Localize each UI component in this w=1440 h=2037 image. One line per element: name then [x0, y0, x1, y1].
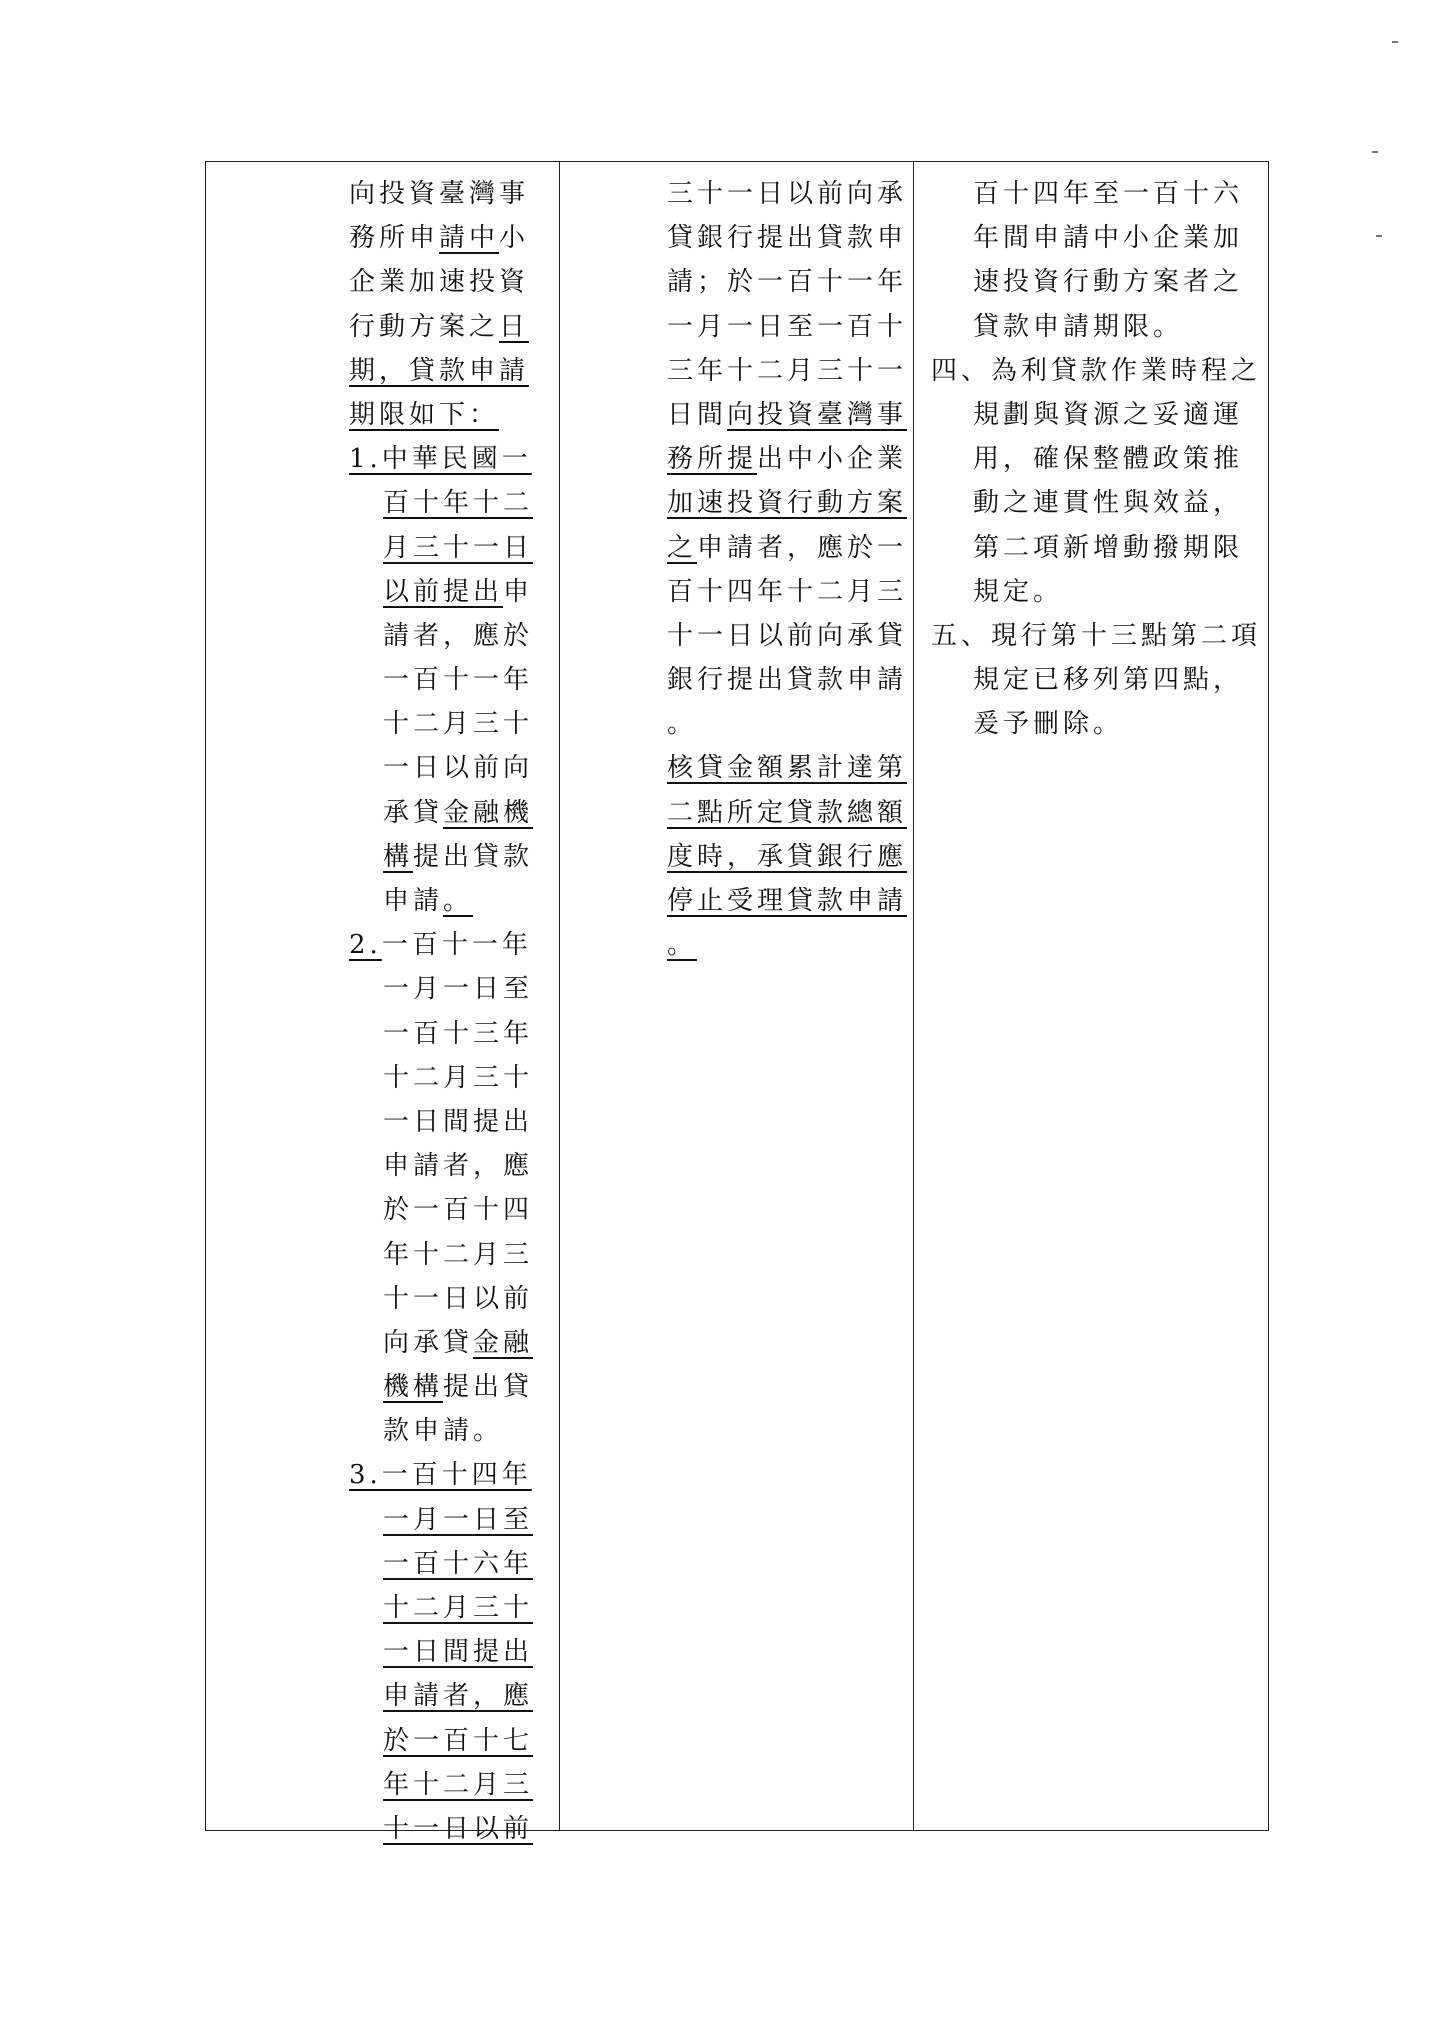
col2-text-line: 日間向投資臺灣事 — [667, 399, 908, 430]
underlined-amendment: 之 — [667, 532, 698, 563]
underlined-amendment: 務所提 — [667, 444, 758, 475]
scan-mark — [1372, 151, 1378, 153]
underlined-amendment: 2. — [349, 930, 382, 961]
scan-mark — [1376, 235, 1382, 237]
col1-text-line: 請者，應於 — [383, 620, 534, 651]
col2-text-line: 務所提出中小企業 — [667, 444, 908, 475]
col2-text-line: 百十四年十二月三 — [667, 576, 908, 607]
scan-mark — [1392, 41, 1398, 43]
col1-text-line — [341, 1498, 556, 1542]
underlined-amendment: 於一百十七 — [383, 1725, 534, 1756]
col3-text-line: 四、為利貸款作業時程之 — [931, 355, 1262, 386]
col3-text-line: 五、現行第十三點第二項 — [931, 620, 1262, 651]
underlined-amendment: 3.一百十四年 — [349, 1460, 532, 1491]
col1-text-line: 申請者，應 — [383, 1151, 534, 1182]
column-divider-1 — [559, 162, 560, 1830]
col1-text-line: 申請。 — [383, 886, 474, 916]
col1-text-line: 一日以前向 — [383, 753, 534, 784]
underlined-amendment: 期限如下： — [349, 399, 500, 430]
underlined-amendment: 以前提出 — [383, 576, 504, 607]
col1-text-line: 於一百十四 — [383, 1195, 534, 1226]
col1-text-line: 十二月三十 — [383, 1062, 534, 1093]
col1-text-line — [341, 1542, 556, 1586]
col1-text-line — [341, 1763, 556, 1807]
underlined-amendment: 核貸金額累計達第 — [667, 753, 908, 784]
col1-text-line — [341, 1630, 556, 1674]
col1-text-line — [341, 1807, 556, 1851]
col2-text-line — [667, 481, 907, 525]
underlined-amendment: 構 — [383, 841, 414, 872]
underlined-amendment: 申請者，應 — [383, 1681, 534, 1712]
underlined-amendment: 一月一日至 — [383, 1504, 534, 1535]
underlined-amendment: 日 — [499, 311, 530, 342]
col3-text-line: 規劃與資源之妥適運 — [973, 399, 1244, 430]
underlined-amendment: 月三十一日 — [383, 532, 534, 563]
col2-text-line: 三十一日以前向承 — [667, 179, 908, 209]
underlined-amendment: 機構 — [383, 1372, 444, 1403]
col1-text-line: 一百十一年 — [383, 665, 534, 696]
col1-text-line: 十二月三十 — [383, 709, 534, 740]
col2-text-line — [667, 746, 907, 790]
col2-text-line: 。 — [667, 709, 698, 740]
underlined-amendment: 向投資臺灣事 — [727, 399, 908, 430]
underlined-amendment: 年十二月三 — [383, 1769, 534, 1800]
underlined-amendment: 十一日以前 — [383, 1813, 534, 1844]
col1-text-line — [341, 1719, 556, 1763]
col1-text-line: 以前提出申 — [383, 576, 534, 607]
underlined-amendment: 一日間提出 — [383, 1637, 534, 1668]
col1-text-line — [341, 349, 556, 393]
col1-text-line: 年十二月三 — [383, 1239, 534, 1270]
underlined-amendment: 加速投資行動方案 — [667, 488, 908, 519]
underlined-amendment: 金融 — [473, 1327, 534, 1358]
col2-text-line: 銀行提出貸款申請 — [667, 665, 908, 696]
underlined-amendment: 請中 — [439, 223, 500, 254]
column-amended-provisions — [667, 172, 907, 967]
col1-text-line: 機構提出貸 — [383, 1372, 534, 1403]
column-divider-2 — [913, 162, 914, 1830]
col1-text-line: 構提出貸款 — [383, 841, 534, 872]
col2-text-line — [667, 879, 907, 923]
col1-text-line: 向投資臺灣事 — [349, 179, 530, 209]
underlined-amendment: 一百十六年 — [383, 1548, 534, 1579]
column-current-provisions — [341, 172, 556, 1851]
col1-text-line: 向承貸金融 — [383, 1327, 534, 1358]
underlined-amendment: 停止受理貸款申請 — [667, 886, 908, 916]
col1-text-line: 行動方案之日 — [349, 311, 530, 342]
col3-text-line: 第二項新增動撥期限 — [973, 532, 1244, 563]
col1-text-line — [341, 526, 556, 570]
comparison-table — [205, 161, 1269, 1844]
col3-text-line: 用，確保整體政策推 — [973, 444, 1244, 475]
underlined-amendment: 。 — [667, 930, 698, 961]
underlined-amendment: 。 — [443, 886, 474, 916]
col2-text-line — [667, 835, 907, 879]
col3-text-line: 規定已移列第四點， — [973, 665, 1244, 696]
underlined-amendment: 十二月三十 — [383, 1593, 534, 1623]
col3-text-line: 規定。 — [973, 576, 1064, 607]
underlined-amendment: 二點所定貸款總額 — [667, 797, 908, 828]
col3-text-line: 動之連貫性與效益， — [973, 488, 1244, 519]
col1-text-line: 2.一百十一年 — [349, 930, 532, 961]
col2-text-line: 之申請者，應於一 — [667, 532, 908, 563]
col1-text-line: 款申請。 — [383, 1416, 504, 1447]
col1-text-line: 一月一日至 — [383, 974, 534, 1005]
col2-text-line: 請；於一百十一年 — [667, 267, 908, 298]
underlined-amendment: 度時，承貸銀行應 — [667, 841, 908, 872]
col2-text-line — [667, 923, 907, 967]
col2-text-line: 三年十二月三十一 — [667, 355, 908, 386]
col1-text-line: 企業加速投資 — [349, 267, 530, 298]
col1-text-line — [341, 481, 556, 525]
col1-text-line: 一日間提出 — [383, 1106, 534, 1137]
col1-text-line — [341, 1586, 556, 1630]
col1-text-line — [341, 393, 556, 437]
col1-text-line — [341, 1674, 556, 1718]
col3-text-line: 速投資行動方案者之 — [973, 267, 1244, 298]
col1-text-line — [341, 1453, 556, 1497]
underlined-amendment: 期，貸款申請 — [349, 355, 530, 386]
column-explanation — [931, 172, 1266, 746]
col1-text-line: 務所申請中小 — [349, 223, 530, 254]
col3-text-line: 爰予刪除。 — [973, 709, 1124, 740]
underlined-amendment: 1.中華民國一 — [349, 444, 532, 475]
col2-text-line — [667, 791, 907, 835]
underlined-amendment: 金融機 — [443, 797, 534, 828]
col1-text-line: 一百十三年 — [383, 1018, 534, 1049]
underlined-amendment: 百十年十二 — [383, 488, 534, 519]
col2-text-line: 貸銀行提出貸款申 — [667, 223, 908, 254]
col3-text-line: 百十四年至一百十六 — [973, 179, 1244, 209]
col1-text-line: 承貸金融機 — [383, 797, 534, 828]
col2-text-line: 一月一日至一百十 — [667, 311, 908, 342]
col3-text-line: 年間申請中小企業加 — [973, 223, 1244, 254]
col1-text-line: 十一日以前 — [383, 1283, 534, 1314]
col3-text-line: 貸款申請期限。 — [973, 311, 1184, 342]
col2-text-line: 十一日以前向承貸 — [667, 620, 908, 651]
col1-text-line — [341, 437, 556, 481]
